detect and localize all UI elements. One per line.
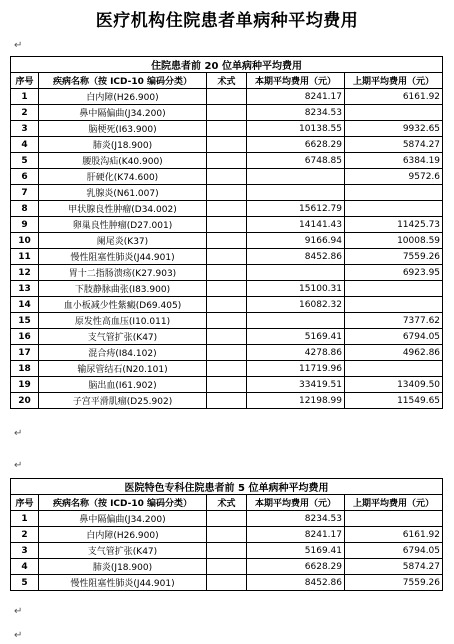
disease-name: 支气管扩张(K47)	[39, 329, 207, 345]
paragraph-mark: ↵	[14, 606, 23, 617]
row-number: 6	[11, 169, 39, 185]
disease-name: 鼻中隔偏曲(J34.200)	[39, 105, 207, 121]
operation	[207, 89, 247, 105]
table-row	[11, 543, 443, 559]
header-no: 序号	[11, 73, 39, 89]
row-number: 3	[11, 543, 39, 559]
previous-cost: 6794.05	[345, 329, 443, 345]
table-row	[11, 297, 443, 313]
table-row	[11, 153, 443, 169]
disease-name: 慢性阻塞性肺炎(J44.901)	[39, 249, 207, 265]
previous-cost: 5874.27	[345, 559, 443, 575]
disease-name: 乳腺炎(N61.007)	[39, 185, 207, 201]
table-row	[11, 281, 443, 297]
header-operation: 术式	[207, 495, 247, 511]
previous-cost: 11549.65	[345, 393, 443, 409]
operation	[207, 345, 247, 361]
disease-name: 鼻中隔偏曲(J34.200)	[39, 511, 207, 527]
operation	[207, 575, 247, 591]
disease-name: 子宫平滑肌瘤(D25.902)	[39, 393, 207, 409]
row-number: 8	[11, 201, 39, 217]
row-number: 5	[11, 575, 39, 591]
operation	[207, 511, 247, 527]
current-cost: 12198.99	[247, 393, 345, 409]
disease-name: 慢性阻塞性肺炎(J44.901)	[39, 575, 207, 591]
table-row	[11, 89, 443, 105]
row-number: 11	[11, 249, 39, 265]
operation	[207, 249, 247, 265]
header-current-cost: 本期平均费用（元）	[247, 73, 345, 89]
disease-name: 胃十二指肠溃疡(K27.903)	[39, 265, 207, 281]
disease-name: 白内障(H26.900)	[39, 527, 207, 543]
table-row	[11, 185, 443, 201]
row-number: 15	[11, 313, 39, 329]
current-cost: 15612.79	[247, 201, 345, 217]
table-top-20-diseases	[10, 56, 443, 409]
disease-name: 腰股沟疝(K40.900)	[39, 153, 207, 169]
table-row	[11, 377, 443, 393]
previous-cost: 7377.62	[345, 313, 443, 329]
row-number: 13	[11, 281, 39, 297]
current-cost: 8241.17	[247, 89, 345, 105]
header-previous-cost: 上期平均费用（元）	[345, 73, 443, 89]
previous-cost: 5874.27	[345, 137, 443, 153]
current-cost: 8234.53	[247, 511, 345, 527]
table-row	[11, 511, 443, 527]
disease-name: 肝硬化(K74.600)	[39, 169, 207, 185]
disease-name: 阑尾炎(K37)	[39, 233, 207, 249]
operation	[207, 559, 247, 575]
document-title: 医疗机构住院患者单病种平均费用	[95, 11, 359, 31]
operation	[207, 329, 247, 345]
header-no: 序号	[11, 495, 39, 511]
current-cost: 10138.55	[247, 121, 345, 137]
operation	[207, 393, 247, 409]
row-number: 9	[11, 217, 39, 233]
table-row	[11, 345, 443, 361]
table-row	[11, 329, 443, 345]
current-cost: 8234.53	[247, 105, 345, 121]
disease-name: 支气管扩张(K47)	[39, 543, 207, 559]
paragraph-mark: ↵	[14, 460, 23, 471]
current-cost: 6748.85	[247, 153, 345, 169]
row-number: 7	[11, 185, 39, 201]
table-row	[11, 233, 443, 249]
current-cost: 5169.41	[247, 543, 345, 559]
row-number: 2	[11, 527, 39, 543]
previous-cost	[345, 281, 443, 297]
row-number: 20	[11, 393, 39, 409]
disease-name: 卵巢良性肿瘤(D27.001)	[39, 217, 207, 233]
table-caption: 医院特色专科住院患者前 5 位单病种平均费用	[11, 479, 443, 495]
previous-cost: 6384.19	[345, 153, 443, 169]
current-cost: 33419.51	[247, 377, 345, 393]
operation	[207, 137, 247, 153]
operation	[207, 217, 247, 233]
previous-cost: 6923.95	[345, 265, 443, 281]
disease-name: 脑出血(I61.902)	[39, 377, 207, 393]
header-previous-cost: 上期平均费用（元）	[345, 495, 443, 511]
table-row	[11, 361, 443, 377]
operation	[207, 281, 247, 297]
operation	[207, 527, 247, 543]
table-row	[11, 393, 443, 409]
disease-name: 脑梗死(I63.900)	[39, 121, 207, 137]
operation	[207, 185, 247, 201]
current-cost	[247, 265, 345, 281]
paragraph-mark: ↵	[14, 630, 23, 641]
previous-cost	[345, 185, 443, 201]
table-row	[11, 121, 443, 137]
current-cost: 16082.32	[247, 297, 345, 313]
current-cost: 8241.17	[247, 527, 345, 543]
operation	[207, 297, 247, 313]
previous-cost: 13409.50	[345, 377, 443, 393]
row-number: 4	[11, 137, 39, 153]
table-row	[11, 137, 443, 153]
current-cost: 5169.41	[247, 329, 345, 345]
disease-name: 血小板减少性紫癜(D69.405)	[39, 297, 207, 313]
operation	[207, 169, 247, 185]
operation	[207, 313, 247, 329]
previous-cost: 7559.26	[345, 249, 443, 265]
table-row	[11, 313, 443, 329]
paragraph-mark: ↵	[14, 40, 23, 51]
previous-cost	[345, 297, 443, 313]
operation	[207, 265, 247, 281]
operation	[207, 233, 247, 249]
current-cost: 9166.94	[247, 233, 345, 249]
operation	[207, 153, 247, 169]
table-row	[11, 201, 443, 217]
header-disease: 疾病名称（按 ICD-10 编码分类）	[39, 73, 207, 89]
previous-cost	[345, 105, 443, 121]
paragraph-mark: ↵	[14, 428, 23, 439]
previous-cost: 11425.73	[345, 217, 443, 233]
table-row	[11, 559, 443, 575]
disease-name: 输尿管结石(N20.101)	[39, 361, 207, 377]
previous-cost: 7559.26	[345, 575, 443, 591]
row-number: 16	[11, 329, 39, 345]
row-number: 5	[11, 153, 39, 169]
row-number: 3	[11, 121, 39, 137]
current-cost	[247, 313, 345, 329]
row-number: 1	[11, 89, 39, 105]
current-cost: 6628.29	[247, 137, 345, 153]
previous-cost: 6161.92	[345, 527, 443, 543]
disease-name: 原发性高血压(I10.011)	[39, 313, 207, 329]
current-cost	[247, 169, 345, 185]
header-disease: 疾病名称（按 ICD-10 编码分类）	[39, 495, 207, 511]
previous-cost: 4962.86	[345, 345, 443, 361]
current-cost: 8452.86	[247, 249, 345, 265]
current-cost: 6628.29	[247, 559, 345, 575]
disease-name: 甲状腺良性肿瘤(D34.002)	[39, 201, 207, 217]
table-row	[11, 105, 443, 121]
table-row	[11, 575, 443, 591]
table-row	[11, 217, 443, 233]
table-row	[11, 249, 443, 265]
previous-cost	[345, 201, 443, 217]
row-number: 14	[11, 297, 39, 313]
operation	[207, 361, 247, 377]
row-number: 1	[11, 511, 39, 527]
operation	[207, 105, 247, 121]
disease-name: 混合痔(I84.102)	[39, 345, 207, 361]
row-number: 17	[11, 345, 39, 361]
table-caption: 住院患者前 20 位单病种平均费用	[11, 57, 443, 73]
table-row	[11, 169, 443, 185]
disease-name: 肺炎(J18.900)	[39, 137, 207, 153]
operation	[207, 543, 247, 559]
header-current-cost: 本期平均费用（元）	[247, 495, 345, 511]
previous-cost: 6794.05	[345, 543, 443, 559]
current-cost: 4278.86	[247, 345, 345, 361]
row-number: 12	[11, 265, 39, 281]
row-number: 19	[11, 377, 39, 393]
current-cost	[247, 185, 345, 201]
header-operation: 术式	[207, 73, 247, 89]
disease-name: 白内障(H26.900)	[39, 89, 207, 105]
table-specialty-top-5	[10, 478, 443, 591]
row-number: 2	[11, 105, 39, 121]
disease-name: 肺炎(J18.900)	[39, 559, 207, 575]
table-row	[11, 527, 443, 543]
previous-cost	[345, 511, 443, 527]
previous-cost	[345, 361, 443, 377]
previous-cost: 9572.6	[345, 169, 443, 185]
table-row	[11, 265, 443, 281]
current-cost: 8452.86	[247, 575, 345, 591]
disease-name: 下肢静脉曲张(I83.900)	[39, 281, 207, 297]
current-cost: 11719.96	[247, 361, 345, 377]
row-number: 18	[11, 361, 39, 377]
operation	[207, 377, 247, 393]
current-cost: 14141.43	[247, 217, 345, 233]
previous-cost: 6161.92	[345, 89, 443, 105]
previous-cost: 10008.59	[345, 233, 443, 249]
operation	[207, 201, 247, 217]
current-cost: 15100.31	[247, 281, 345, 297]
row-number: 10	[11, 233, 39, 249]
operation	[207, 121, 247, 137]
previous-cost: 9932.65	[345, 121, 443, 137]
row-number: 4	[11, 559, 39, 575]
